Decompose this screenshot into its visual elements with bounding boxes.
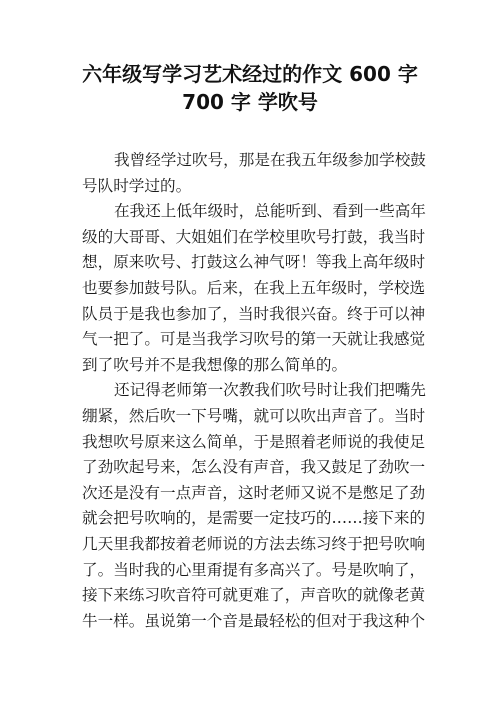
paragraph-1 xyxy=(82,148,434,199)
text-line: 了。当时我的心里甭提有多高兴了。号是吹响了， xyxy=(82,560,426,579)
text-line: 牛一样。虽说第一个音是最轻松的但对于我这种个 xyxy=(82,611,426,630)
text-line: 了劲吹起号来，怎么没有声音，我又鼓足了劲吹一 xyxy=(82,458,426,477)
text-line: 绷紧，然后吹一下号嘴，就可以吹出声音了。当时 xyxy=(82,406,426,425)
text-line: 气一把了。可是当我学习吹号的第一天就让我感觉 xyxy=(82,330,426,349)
text-line: 我曾经学过吹号，那是在我五年级参加学校鼓 xyxy=(114,151,426,169)
text-line: 在我还上低年级时，总能听到、看到一些高年 xyxy=(114,202,426,221)
text-line: 想，原来吹号、打鼓这么神气呀！等我上高年级时 xyxy=(82,253,426,272)
title-line-2: 700 字 学吹号 xyxy=(182,90,318,114)
text-line: 次还是没有一点声音，这时老师又说不是憋足了劲 xyxy=(82,483,426,502)
text-line: 几天里我都按着老师说的方法去练习终于把号吹响 xyxy=(82,534,426,553)
text-line: 号队时学过的。 xyxy=(82,176,192,195)
paragraph-2 xyxy=(82,199,434,378)
text-line: 还记得老师第一次教我们吹号时让我们把嘴先 xyxy=(114,381,426,400)
text-line: 就会把号吹响的，是需要一定技巧的……接下来的 xyxy=(82,509,426,528)
text-line: 级的大哥哥、大姐姐们在学校里吹号打鼓，我当时 xyxy=(82,227,426,246)
essay-body xyxy=(82,148,434,634)
text-line: 我想吹号原来这么简单，于是照着老师说的我使足 xyxy=(82,432,426,451)
title-line-1: 六年级写学习艺术经过的作文 600 字 xyxy=(82,62,418,86)
text-line: 到了吹号并不是我想像的那么简单的。 xyxy=(82,355,348,374)
paragraph-3 xyxy=(82,378,434,634)
text-line: 队员于是我也参加了，当时我很兴奋。终于可以神 xyxy=(82,304,426,323)
text-line: 也要参加鼓号队。后来，在我上五年级时，学校选 xyxy=(82,278,426,297)
text-line: 接下来练习吹音符可就更难了，声音吹的就像老黄 xyxy=(82,586,426,605)
page-title xyxy=(40,60,460,116)
